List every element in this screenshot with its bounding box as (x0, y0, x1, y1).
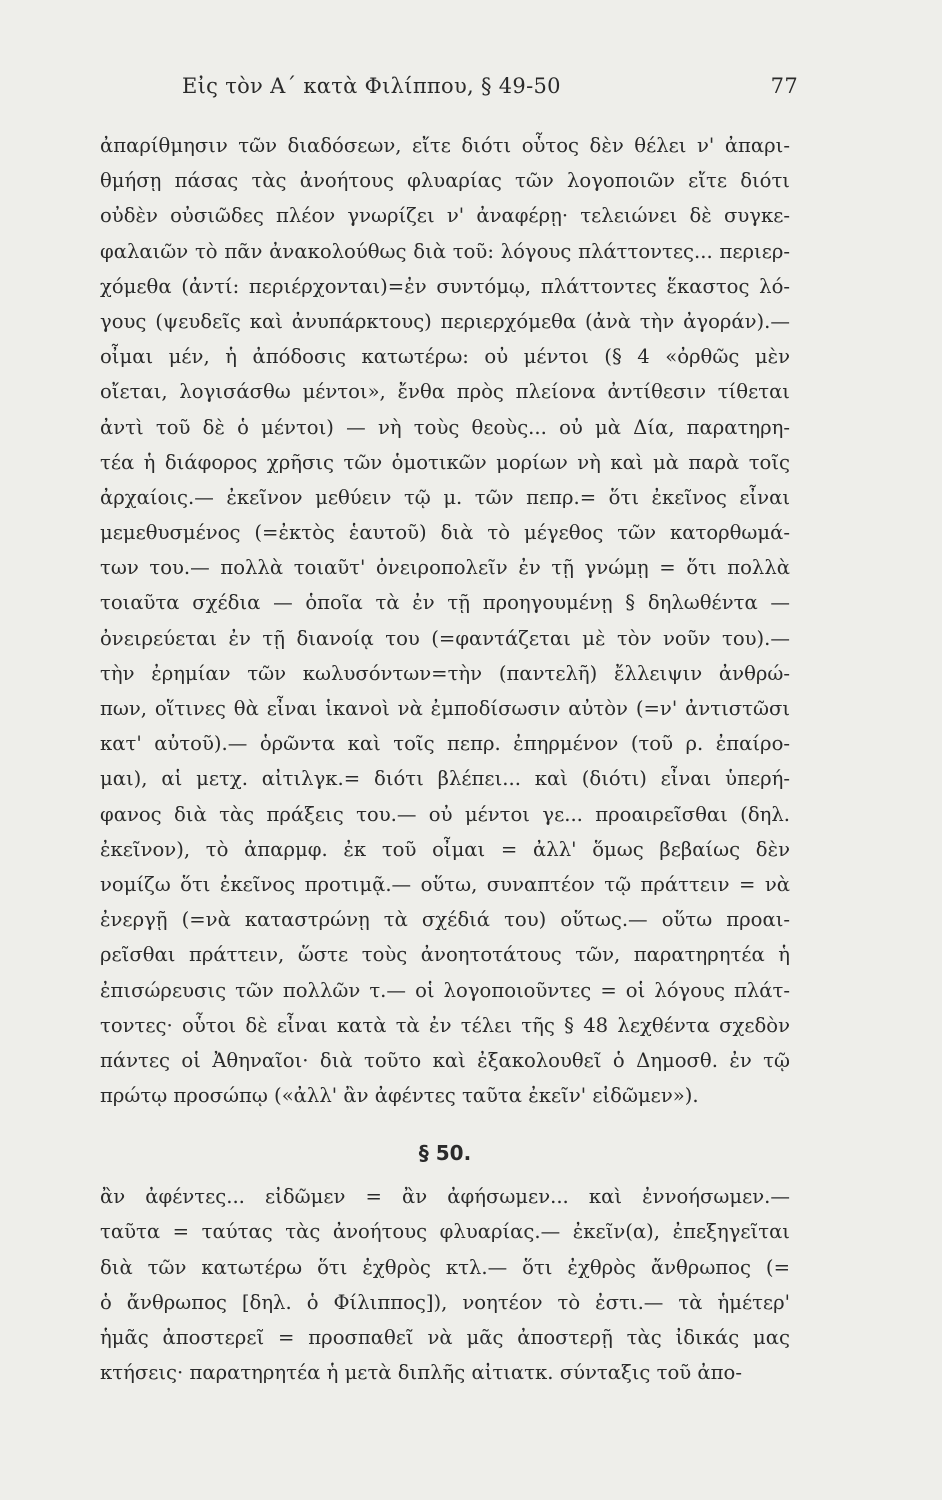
text-line: ἂν ἀφέντες... εἰδῶμεν = ἂν ἀφήσωμεν... καὶ ἐννοήσωμεν.— (100, 1185, 790, 1209)
text-line: τοντες· οὗτοι δὲ εἶναι κατὰ τὰ ἐν τέλει τῆς § 48 λεχθέντα σχεδὸν (100, 1013, 790, 1037)
text-line: κτήσεις· παρατηρητέα ἡ μετὰ διπλῆς αἰτιατκ. σύνταξις τοῦ ἀπο- (100, 1361, 742, 1385)
text-line: γους (ψευδεῖς καὶ ἀνυπάρκτους) περιερχόμεθα (ἀνὰ τὴν ἀγοράν).— (100, 309, 790, 333)
text-line: οἴεται, λογισάσθω μέντοι», ἔνθα πρὸς πλείονα ἀντίθεσιν τίθεται (100, 380, 790, 404)
text-line: ἐνεργῇ (=νὰ καταστρώνῃ τὰ σχέδιά του) οὕτως.— οὕτω προαι- (100, 908, 790, 932)
text-line: ἀπαρίθμησιν τῶν διαδόσεων, εἴτε διότι οὗτος δὲν θέλει ν' ἀπαρι- (100, 134, 790, 157)
text-line: χόμεθα (ἀντί: περιέρχονται)=ἐν συντόμῳ, πλάττοντες ἕκαστος λό- (100, 274, 790, 298)
text-line: διὰ τῶν κατωτέρω ὅτι ἐχθρὸς κτλ.— ὅτι ἐχθρὸς ἄνθρωπος (= (100, 1255, 790, 1279)
text-line: ἀντὶ τοῦ δὲ ὁ μέντοι) — νὴ τοὺς θεοὺς... οὐ μὰ Δία, παρατηρη- (100, 415, 790, 439)
text-line: θμήσῃ πάσας τὰς ἀνοήτους φλυαρίας τῶν λογοποιῶν εἴτε διότι (100, 169, 790, 193)
text-line: νομίζω ὅτι ἐκεῖνος προτιμᾷ.— οὕτω, συναπτέον τῷ πράττειν = νὰ (100, 872, 790, 896)
text-line: ρεῖσθαι πράττειν, ὥστε τοὺς ἀνοητοτάτους τῶν, παρατηρητέα ἡ (100, 943, 790, 967)
text-line: πων, οἵτινες θὰ εἶναι ἱκανοὶ νὰ ἐμποδίσωσιν αὐτὸν (=ν' ἀντιστῶσι (100, 697, 790, 720)
text-line: ὀνειρεύεται ἐν τῇ διανοίᾳ του (=φαντάζεται μὲ τὸν νοῦν του).— (100, 626, 790, 650)
text-line: τὴν ἐρημίαν τῶν κωλυσόντων=τὴν (παντελῆ) ἔλλειψιν ἀνθρώ- (100, 661, 790, 685)
section-heading: § 50. (418, 1141, 472, 1166)
paragraph-50 (100, 1179, 790, 1390)
text-line: ὁ ἄνθρωπος [δηλ. ὁ Φίλιππος]), νοητέον τὸ ἐστι.— τὰ ἡμέτερ' (100, 1290, 790, 1314)
text-line: ἀρχαίοις.— ἐκεῖνον μεθύειν τῷ μ. τῶν πεπρ.= ὅτι ἐκεῖνος εἶναι (100, 485, 790, 509)
text-line: οἶμαι μέν, ἡ ἀπόδοσις κατωτέρω: οὐ μέντοι (§ 4 «ὀρθῶς μὲν (100, 345, 790, 369)
running-header (100, 74, 800, 104)
text-line: οὐδὲν οὐσιῶδες πλέον γνωρίζει ν' ἀναφέρῃ· τελειώνει δὲ συγκε- (100, 204, 790, 228)
page-number: 77 (770, 74, 798, 98)
page-body (100, 128, 790, 1390)
text-line: φαλαιῶν τὸ πᾶν ἀνακολούθως διὰ τοῦ: λόγους πλάττοντες... περιερ- (100, 239, 790, 263)
text-line: μεμεθυσμένος (=ἐκτὸς ἑαυτοῦ) διὰ τὸ μέγεθος τῶν κατορθωμά- (100, 521, 790, 545)
text-line: τοιαῦτα σχέδια — ὁποῖα τὰ ἐν τῇ προηγουμένῃ § δηλωθέντα — (100, 591, 790, 615)
text-line: μαι), αἱ μετχ. αἰτιλγκ.= διότι βλέπει... καὶ (διότι) εἶναι ὑπερή- (100, 767, 790, 791)
header-title: Εἰς τὸν Α´ κατὰ Φιλίππου, § 49-50 (182, 74, 561, 98)
text-line: πρώτῳ προσώπῳ («ἀλλ' ἂν ἀφέντες ταῦτα ἐκεῖν' εἰδῶμεν»). (100, 1084, 699, 1108)
text-line: κατ' αὐτοῦ).— ὁρῶντα καὶ τοῖς πεπρ. ἐπηρμένον (τοῦ ρ. ἐπαίρο- (100, 732, 790, 756)
text-line: ταῦτα = ταύτας τὰς ἀνοήτους φλυαρίας.— ἐκεῖν(α), ἐπεξηγεῖται (100, 1220, 790, 1244)
text-line: τέα ἡ διάφορος χρῆσις τῶν ὁμοτικῶν μορίων νὴ καὶ μὰ παρὰ τοῖς (100, 450, 790, 474)
text-line: ἐπισώρευσις τῶν πολλῶν τ.— οἱ λογοποιοῦντες = οἱ λόγους πλάτ- (100, 978, 790, 1002)
text-line: ἐκεῖνον), τὸ ἀπαρμφ. ἐκ τοῦ οἶμαι = ἀλλ' ὅμως βεβαίως δὲν (100, 837, 790, 861)
text-line: ἡμᾶς ἀποστερεῖ = προσπαθεῖ νὰ μᾶς ἀποστερῇ τὰς ἰδικάς μας (100, 1326, 790, 1349)
paragraph-49 (100, 128, 790, 1113)
text-line: πάντες οἱ Ἀθηναῖοι· διὰ τοῦτο καὶ ἐξακολουθεῖ ὁ Δημοσθ. ἐν τῷ (100, 1048, 790, 1072)
text-line: φανος διὰ τὰς πράξεις του.— οὐ μέντοι γε... προαιρεῖσθαι (δηλ. (100, 802, 790, 826)
text-line: των του.— πολλὰ τοιαῦτ' ὀνειροπολεῖν ἐν τῇ γνώμῃ = ὅτι πολλὰ (100, 556, 790, 580)
